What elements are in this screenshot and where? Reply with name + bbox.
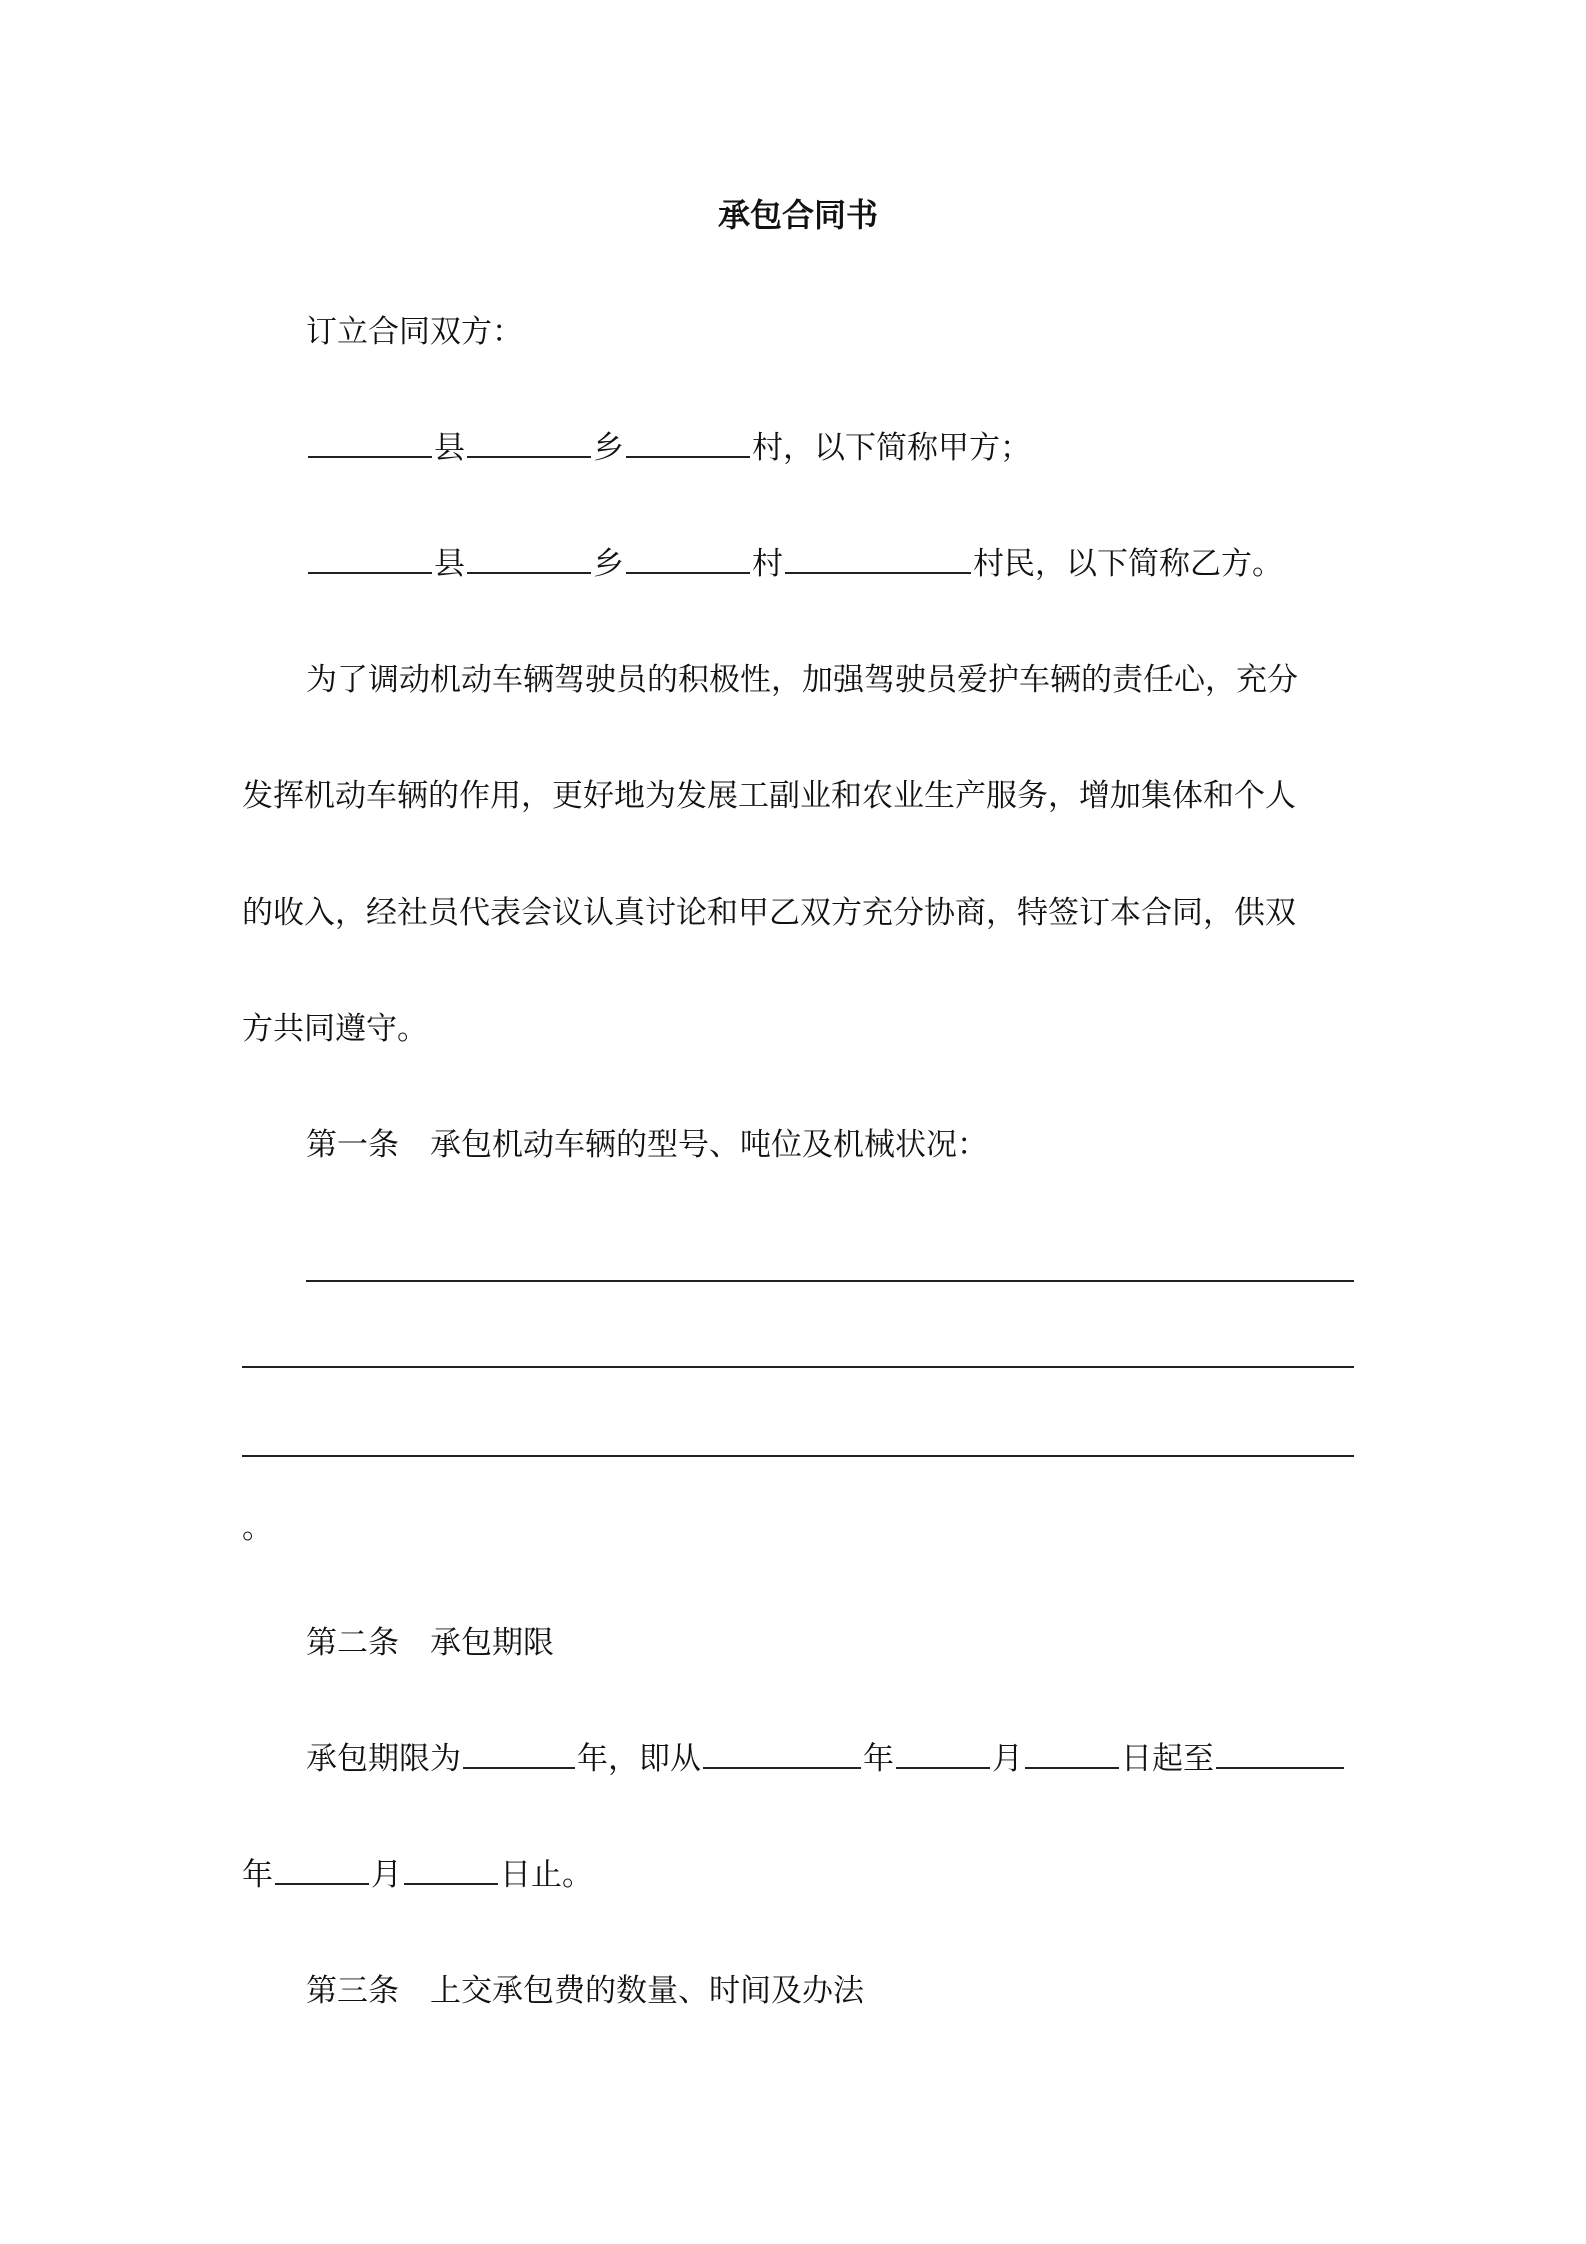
article-1-fill-line-1[interactable]: [306, 1280, 1354, 1282]
start-month-label: 月: [992, 1741, 1023, 1777]
preamble-line-2: 发挥机动车辆的作用，更好地为发展工副业和农业生产服务，增加集体和个人: [242, 778, 1296, 814]
party-b-village-label: 村: [752, 546, 783, 582]
party-a-village-blank[interactable]: [626, 426, 750, 458]
article-2-heading: 第二条 承包期限: [306, 1625, 554, 1661]
party-b-village-blank[interactable]: [626, 542, 750, 574]
parties-heading: 订立合同双方：: [306, 314, 523, 350]
end-year-label: 年: [242, 1857, 273, 1893]
party-b-county-label: 县: [434, 546, 465, 582]
end-month-blank[interactable]: [275, 1853, 369, 1885]
party-a-township-blank[interactable]: [467, 426, 591, 458]
party-a-county-blank[interactable]: [308, 426, 432, 458]
party-a-township-label: 乡: [593, 430, 624, 466]
start-month-blank[interactable]: [896, 1737, 990, 1769]
start-day-label: 日起至: [1121, 1741, 1214, 1777]
party-b-township-label: 乡: [593, 546, 624, 582]
end-day-blank[interactable]: [404, 1853, 498, 1885]
start-year-label: 年: [863, 1741, 894, 1777]
preamble-line-1: 为了调动机动车辆驾驶员的积极性，加强驾驶员爱护车辆的责任心，充分: [306, 662, 1298, 698]
article-2-term-line: [306, 1736, 1346, 1782]
article-1-end-mark: 。: [242, 1510, 273, 1546]
party-b-township-blank[interactable]: [467, 542, 591, 574]
article-1-heading: 第一条 承包机动车辆的型号、吨位及机械状况：: [306, 1127, 988, 1163]
party-b-villager-label: 村民，以下简称乙方。: [973, 546, 1283, 582]
term-years-blank[interactable]: [463, 1737, 575, 1769]
party-a-county-label: 县: [434, 430, 465, 466]
party-a-village-label: 村，以下简称甲方；: [752, 430, 1031, 466]
start-year-blank[interactable]: [703, 1737, 861, 1769]
article-2-end-line: [242, 1852, 593, 1898]
party-b-county-blank[interactable]: [308, 542, 432, 574]
party-b-line: [306, 541, 1283, 587]
end-month-label: 月: [371, 1857, 402, 1893]
party-a-line: [306, 425, 1031, 471]
term-prefix: 承包期限为: [306, 1741, 461, 1777]
article-3-heading: 第三条 上交承包费的数量、时间及办法: [306, 1973, 864, 2009]
party-b-name-blank[interactable]: [785, 542, 971, 574]
article-1-fill-line-2[interactable]: [242, 1366, 1354, 1368]
preamble-line-3: 的收入，经社员代表会议认真讨论和甲乙双方充分协商，特签订本合同，供双: [242, 895, 1296, 931]
start-day-blank[interactable]: [1025, 1737, 1119, 1769]
document-title: 承包合同书: [718, 196, 879, 234]
article-1-fill-line-3[interactable]: [242, 1455, 1354, 1457]
term-year-from-label: 年，即从: [577, 1741, 701, 1777]
end-day-label: 日止。: [500, 1857, 593, 1893]
preamble-line-4: 方共同遵守。: [242, 1011, 428, 1047]
end-year-blank[interactable]: [1216, 1737, 1344, 1769]
